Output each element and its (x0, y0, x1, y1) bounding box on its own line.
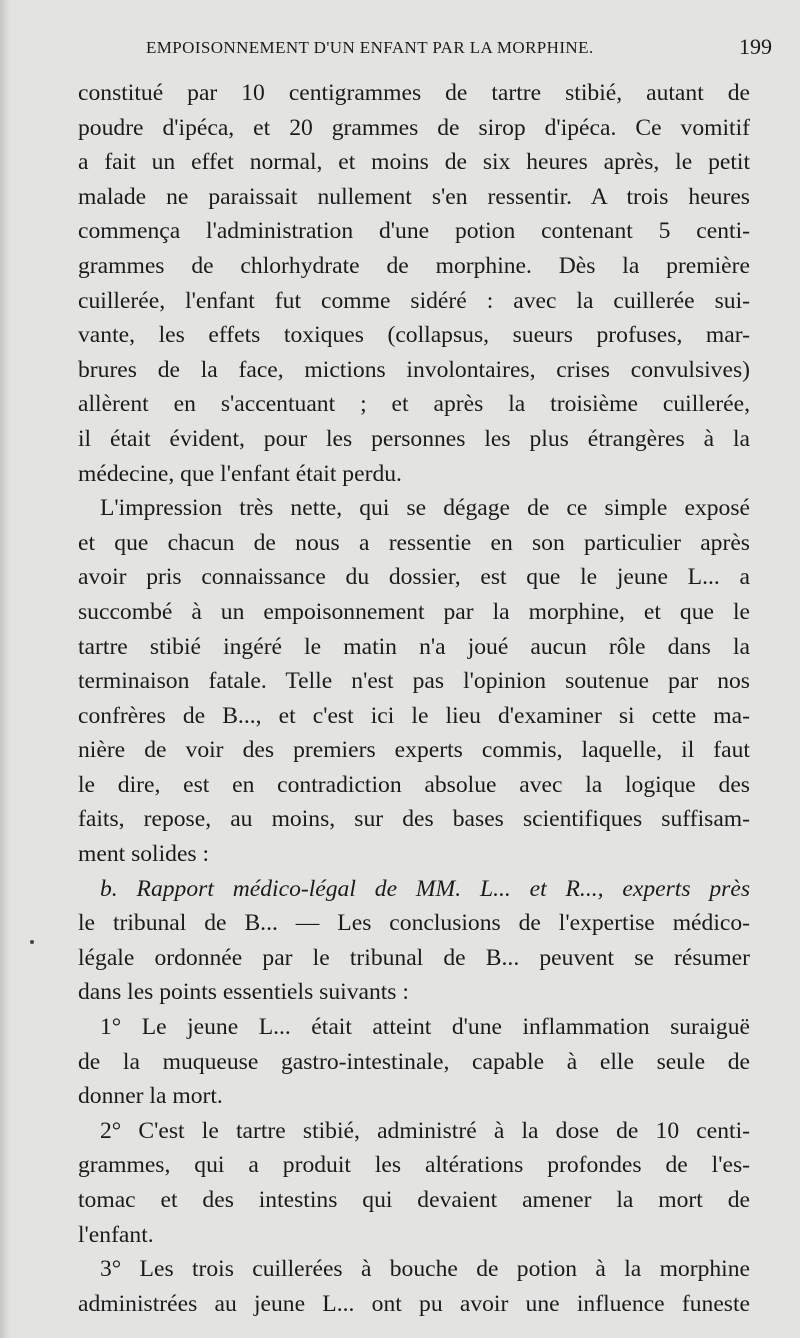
text-line: brures de la face, mictions involontaires, crises convulsives) (78, 356, 750, 383)
text-line: 1° Le jeune L... était atteint d'une inflammation suraiguë (100, 1014, 750, 1041)
text-line: cuillerée, l'enfant fut comme sidéré : avec la cuillerée sui- (78, 287, 750, 314)
text-line: il était évident, pour les personnes les plus étrangères à la (78, 425, 750, 452)
page-body (78, 76, 750, 1321)
page-fold-shadow (0, 0, 10, 1338)
text-line: donner la mort. (78, 1083, 223, 1110)
text-line: le tribunal de B... — Les conclusions de l'expertise médico- (78, 910, 750, 937)
page-number: 199 (739, 34, 772, 59)
text-line: l'enfant. (78, 1221, 154, 1248)
text-line: administrées au jeune L... ont pu avoir une influence funeste (78, 1290, 750, 1317)
text-line: dans les points essentiels suivants : (78, 979, 409, 1006)
text-line: faits, repose, au moins, sur des bases scientifiques suffisam- (78, 806, 750, 833)
text-line: succombé à un empoisonnement par la morphine, et que le (78, 598, 750, 625)
text-line: nière de voir des premiers experts commis, laquelle, il faut (78, 737, 750, 764)
text-line: L'impression très nette, qui se dégage de ce simple exposé (100, 495, 750, 522)
text-line: 3° Les trois cuillerées à bouche de potion à la morphine (100, 1256, 750, 1283)
text-line: avoir pris connaissance du dossier, est que le jeune L... a (78, 564, 750, 591)
text-line: tartre stibié ingéré le matin n'a joué aucun rôle dans la (78, 633, 750, 660)
text-line: allèrent en s'accentuant ; et après la troisième cuillerée, (78, 391, 750, 418)
text-line: tomac et des intestins qui devaient amener la mort de (78, 1187, 750, 1213)
text-line: constitué par 10 centigrammes de tartre stibié, autant de (78, 80, 750, 106)
text-line: malade ne paraissait nullement s'en ressentir. A trois heures (78, 183, 750, 210)
text-line: grammes, qui a produit les altérations profondes de l'es- (78, 1152, 750, 1179)
text-line: terminaison fatale. Telle n'est pas l'opinion soutenue par nos (78, 668, 750, 695)
text-line: médecine, que l'enfant était perdu. (78, 460, 402, 487)
text-line: confrères de B..., et c'est ici le lieu d'examiner si cette ma- (78, 702, 750, 729)
text-line: vante, les effets toxiques (collapsus, sueurs profuses, mar- (78, 322, 750, 349)
running-title: EMPOISONNEMENT D'UN ENFANT PAR LA MORPHINE. (146, 38, 594, 57)
ink-speck (30, 940, 34, 944)
text-line: de la muqueuse gastro-intestinale, capable à elle seule de (78, 1048, 750, 1075)
text-line: grammes de chlorhydrate de morphine. Dès la première (78, 252, 750, 279)
text-line: commença l'administration d'une potion contenant 5 centi- (78, 218, 750, 245)
text-line: légale ordonnée par le tribunal de B... peuvent se résumer (78, 944, 750, 971)
text-line: a fait un effet normal, et moins de six heures après, le petit (78, 149, 750, 176)
page-header (76, 34, 772, 64)
text-line: poudre d'ipéca, et 20 grammes de sirop d'ipéca. Ce vomitif (78, 114, 750, 141)
section-heading-line: b. Rapport médico-légal de MM. L... et R..., experts près (100, 875, 750, 902)
text-line: et que chacun de nous a ressentie en son particulier après (78, 529, 750, 556)
text-line: 2° C'est le tartre stibié, administré à la dose de 10 centi- (100, 1117, 750, 1144)
text-line: ment solides : (78, 841, 210, 868)
text-line: le dire, est en contradiction absolue avec la logique des (78, 771, 750, 798)
